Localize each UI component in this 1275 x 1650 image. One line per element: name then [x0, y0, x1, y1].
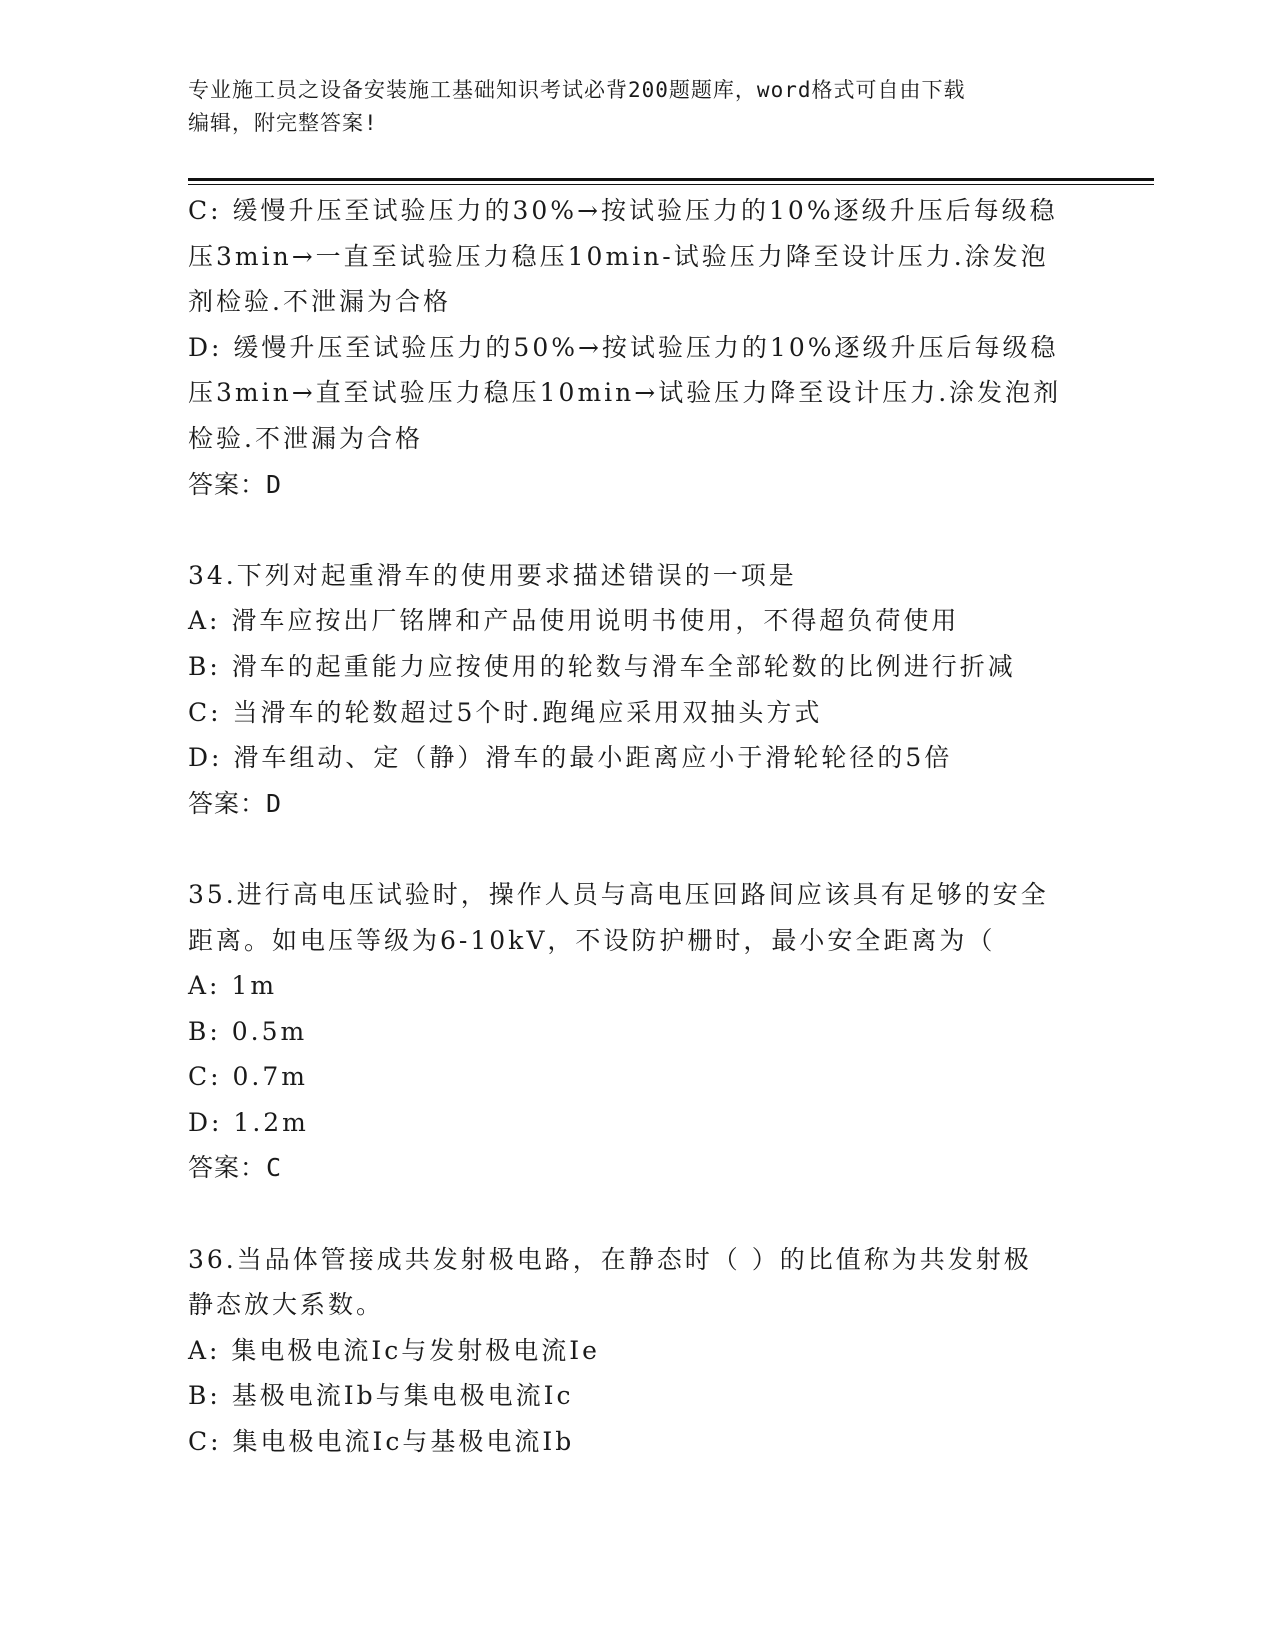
q35-option-d: D: 1.2m [188, 1107, 309, 1137]
q36-option-a: A: 集电极电流Ic与发射极电流Ie [188, 1335, 600, 1365]
q35-option-c: C: 0.7m [188, 1062, 308, 1092]
header-rule-thick [188, 178, 1154, 181]
q34-question: 34.下列对起重滑车的使用要求描述错误的一项是 [188, 560, 797, 590]
q34-option-d: D: 滑车组动、定（静）滑车的最小距离应小于滑轮轮径的5倍 [188, 743, 953, 773]
q35-answer: 答案：C [188, 1153, 283, 1183]
question-35 [188, 872, 1088, 1191]
document-header [188, 74, 1068, 140]
q33-option-c-line-1: C: 缓慢升压至试验压力的30%→按试验压力的10%逐级升压后每级稳 [188, 196, 1058, 225]
document-content [188, 188, 1088, 1465]
q35-option-a: A: 1m [188, 971, 278, 1001]
q36-option-c: C: 集电极电流Ic与基极电流Ib [188, 1427, 575, 1457]
spacer [188, 1191, 1088, 1237]
question-36 [188, 1237, 1088, 1465]
question-34 [188, 553, 1088, 827]
q33-option-c-line-3: 剂检验.不泄漏为合格 [188, 287, 451, 317]
header-title-line-1: 专业施工员之设备安装施工基础知识考试必背200题题库，word格式可自由下载 [188, 78, 966, 102]
q36-question-line-1: 36.当品体管接成共发射极电路，在静态时（ ）的比值称为共发射极 [188, 1244, 1032, 1274]
q36-option-b: B: 基极电流Ib与集电极电流Ic [188, 1381, 574, 1411]
q35-option-b: B: 0.5m [188, 1016, 308, 1046]
q34-answer: 答案：D [188, 788, 283, 818]
q35-question-line-2: 距离。如电压等级为6-10kV，不设防护栅时，最小安全距离为（ [188, 925, 996, 955]
q33-option-d-line-3: 检验.不泄漏为合格 [188, 423, 423, 453]
q36-question-line-2: 静态放大系数。 [188, 1290, 385, 1320]
q34-option-b: B: 滑车的起重能力应按使用的轮数与滑车全部轮数的比例进行折减 [188, 651, 1016, 681]
q33-answer: 答案：D [188, 469, 283, 499]
header-rule-thin [188, 184, 1154, 185]
spacer [188, 507, 1088, 553]
q34-option-a: A: 滑车应按出厂铭牌和产品使用说明书使用，不得超负荷使用 [188, 606, 960, 636]
q33-option-d-line-2: 压3min→直至试验压力稳压10min→试验压力降至设计压力.涂发泡剂 [188, 378, 1062, 408]
header-title-line-2: 编辑，附完整答案! [188, 111, 378, 135]
q33-option-c-line-2: 压3min→一直至试验压力稳压10min-试验压力降至设计压力.涂发泡 [188, 241, 1049, 271]
spacer [188, 826, 1088, 872]
question-33-tail [188, 188, 1088, 507]
q34-option-c: C: 当滑车的轮数超过5个时.跑绳应采用双抽头方式 [188, 697, 823, 727]
q35-question-line-1: 35.进行高电压试验时，操作人员与高电压回路间应该具有足够的安全 [188, 879, 1049, 909]
q33-option-d-line-1: D: 缓慢升压至试验压力的50%→按试验压力的10%逐级升压后每级稳 [188, 332, 1059, 362]
